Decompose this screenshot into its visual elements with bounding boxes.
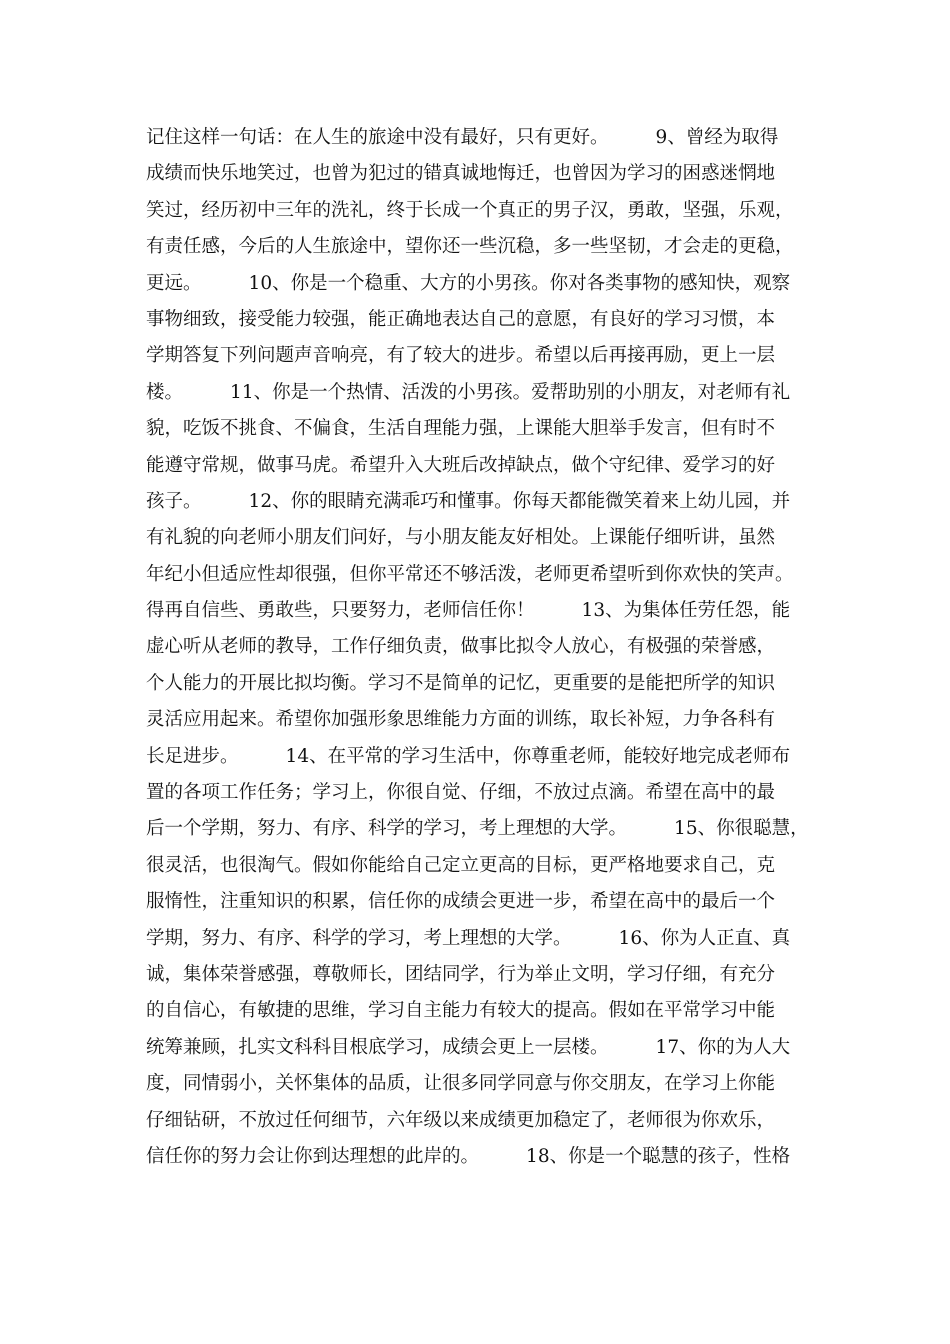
text-line: 更远。 10、你是一个稳重、大方的小男孩。你对各类事物的感知快，观察 — [146, 272, 791, 294]
text-line: 貌，吃饭不挑食、不偏食，生活自理能力强，上课能大胆举手发言，但有时不 — [146, 418, 776, 440]
text-line: 个人能力的开展比拟均衡。学习不是简单的记忆，更重要的是能把所学的知识 — [146, 672, 776, 694]
text-line: 诚，集体荣誉感强，尊敬师长，团结同学，行为举止文明，学习仔细，有充分 — [146, 963, 776, 985]
text-line: 后一个学期，努力、有序、科学的学习，考上理想的大学。 15、你很聪慧， — [146, 818, 809, 840]
text-line: 有礼貌的向老师小朋友们问好，与小朋友能友好相处。上课能仔细听讲，虽然 — [146, 527, 776, 549]
text-line: 有责任感，今后的人生旅途中，望你还一些沉稳，多一些坚韧，才会走的更稳， — [146, 236, 794, 258]
text-line: 的自信心，有敏捷的思维，学习自主能力有较大的提高。假如在平常学习中能 — [146, 1000, 776, 1022]
text-line: 孩子。 12、你的眼睛充满乖巧和懂事。你每天都能微笑着来上幼儿园，并 — [146, 490, 791, 512]
text-line: 年纪小但适应性却很强，但你平常还不够活泼，老师更希望听到你欢快的笑声。 — [146, 563, 794, 585]
text-line: 很灵活，也很淘气。假如你能给自己定立更高的目标，更严格地要求自己，克 — [146, 854, 776, 876]
text-line: 得再自信些、勇敢些，只要努力，老师信任你！ 13、为集体任劳任怨，能 — [146, 600, 791, 622]
text-line: 楼。 11、你是一个热情、活泼的小男孩。爱帮助别的小朋友，对老师有礼 — [146, 381, 791, 403]
text-line: 服惰性，注重知识的积累，信任你的成绩会更进一步，希望在高中的最后一个 — [146, 891, 776, 913]
text-line: 信任你的努力会让你到达理想的此岸的。 18、你是一个聪慧的孩子，性格 — [146, 1145, 791, 1167]
text-line: 统筹兼顾，扎实文科科目根底学习，成绩会更上一层楼。 17、你的为人大 — [146, 1036, 791, 1058]
text-line: 学期答复下列问题声音响亮，有了较大的进步。希望以后再接再励，更上一层 — [146, 345, 776, 367]
body-text — [146, 120, 826, 1175]
text-line: 仔细钻研，不放过任何细节，六年级以来成绩更加稳定了，老师很为你欢乐， — [146, 1109, 776, 1131]
text-line: 能遵守常规，做事马虎。希望升入大班后改掉缺点，做个守纪律、爱学习的好 — [146, 454, 776, 476]
text-line: 记住这样一句话：在人生的旅途中没有最好，只有更好。 9、曾经为取得 — [146, 127, 779, 148]
text-line: 成绩而快乐地笑过，也曾为犯过的错真诚地悔迁，也曾因为学习的困惑迷惘地 — [146, 163, 776, 185]
text-line: 虚心听从老师的教导，工作仔细负责，做事比拟令人放心，有极强的荣誉感， — [146, 636, 776, 658]
text-line: 置的各项工作任务；学习上，你很自觉、仔细，不放过点滴。希望在高中的最 — [146, 782, 776, 804]
text-line: 笑过，经历初中三年的洗礼，终于长成一个真正的男子汉，勇敢，坚强，乐观， — [146, 199, 794, 221]
text-line: 度，同情弱小，关怀集体的品质，让很多同学同意与你交朋友，在学习上你能 — [146, 1073, 776, 1095]
text-line: 长足进步。 14、在平常的学习生活中，你尊重老师，能较好地完成老师布 — [146, 745, 791, 767]
text-line: 事物细致，接受能力较强，能正确地表达自己的意愿，有良好的学习习惯，本 — [146, 308, 776, 330]
text-line: 灵活应用起来。希望你加强形象思维能力方面的训练，取长补短，力争各科有 — [146, 709, 776, 731]
text-line: 学期，努力、有序、科学的学习，考上理想的大学。 16、你为人正直、真 — [146, 927, 791, 949]
